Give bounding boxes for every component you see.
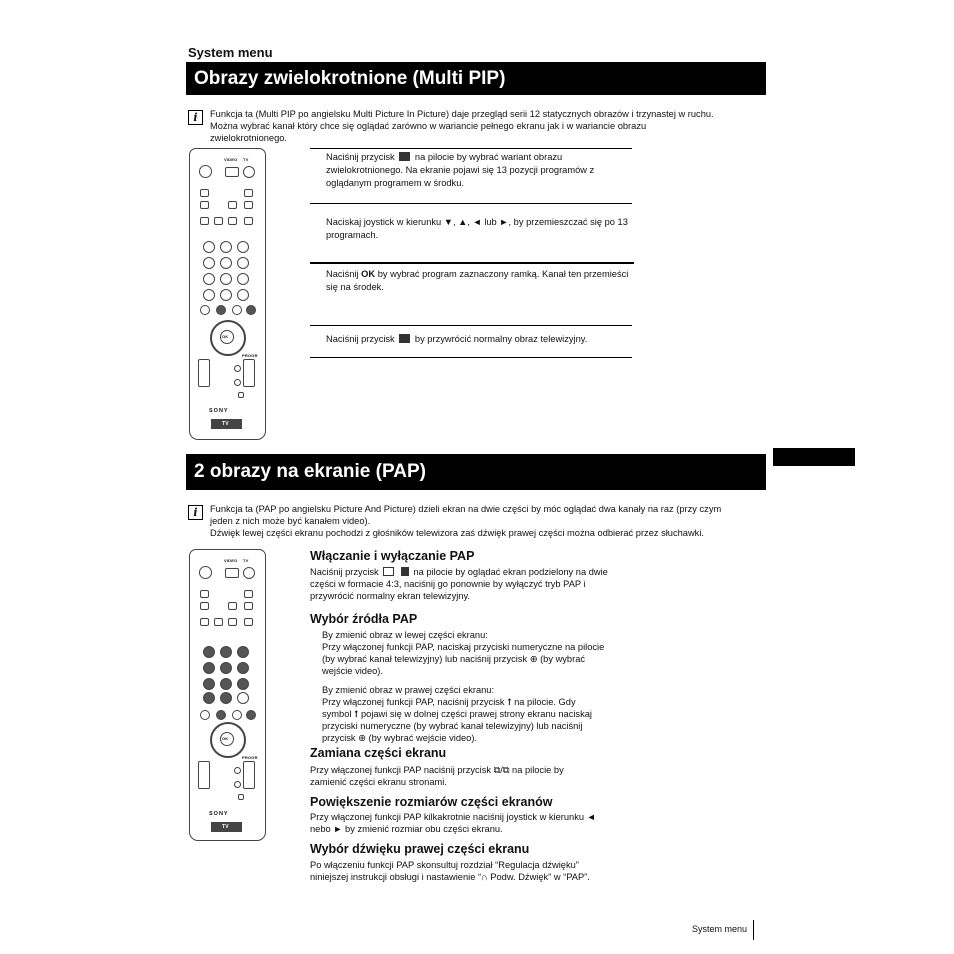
remote-button (246, 305, 256, 315)
remote-button (244, 618, 253, 626)
body-line: symbol ⭡ pojawi się w dolnej części prawej strony ekranu naciskaj (322, 709, 592, 719)
remote-button (244, 602, 253, 610)
multi-pip-button-icon (399, 334, 410, 343)
step-text: by wybrać program zaznaczony ramką. Kanał ten przemieści się na środek. (326, 269, 629, 292)
step-text: na pilocie by wybrać wariant obrazu zwielokrotnionego. Na ekranie pojawi się 13 pozycji programów z oglądanym programem w środku. (326, 152, 595, 188)
remote-number-button (220, 692, 232, 704)
step-text: Naciśnij przycisk (326, 152, 395, 162)
step-1 (326, 151, 636, 190)
remote-number-button (220, 273, 232, 285)
pap-resize-heading: Powiększenie rozmiarów części ekranów (310, 795, 553, 809)
remote-number-button (237, 289, 249, 301)
pap-source-heading: Wybór źródła PAP (310, 612, 418, 626)
remote-brand: SONY (209, 811, 229, 817)
remote-button (232, 305, 242, 315)
body-line: przyciski numeryczne (by wybrać kanał telewizyjny) lub naciśnij (322, 721, 583, 731)
step-text: Naciśnij (326, 269, 359, 279)
step-text: Naciśnij przycisk (326, 334, 395, 344)
body-line: Przy włączonej funkcji PAP, naciśnij przycisk ⭡ na pilocie. Gdy (322, 697, 576, 707)
pap-onoff-heading: Włączanie i wyłączanie PAP (310, 549, 475, 563)
remote-number-button (237, 273, 249, 285)
remote-button (200, 618, 209, 626)
divider (310, 357, 632, 358)
page-footer-label: System menu (691, 924, 747, 934)
remote-button (200, 305, 210, 315)
intro-line: Funkcja ta (Multi PIP po angielsku Multi Picture In Picture) daje przegląd serii 12 statycznych obrazów i trzynastej w ruchu. (210, 109, 714, 119)
body-line: przycisk ⊕ (by wybrać wejście video). (322, 733, 478, 743)
remote-number-button (237, 692, 249, 704)
remote-number-button (203, 241, 215, 253)
remote-number-button (203, 678, 215, 690)
body-line: części w formacie 4:3, naciśnij go ponownie by wyłączyć tryb PAP i (310, 579, 586, 589)
body-line: Przy włączonej funkcji PAP kilkakrotnie naciśnij joystick w kierunku ◄ (310, 812, 596, 822)
remote-number-button (237, 662, 249, 674)
pap-swap-heading: Zamiana części ekranu (310, 746, 447, 760)
remote-video-label: VIDEO (224, 157, 238, 162)
pap-button-icon (401, 567, 409, 576)
remote-prog-label: PROGR (242, 353, 258, 358)
remote-button (244, 189, 253, 197)
body-text: Naciśnij przycisk (310, 567, 379, 577)
step-text: by przywrócić normalny obraz telewizyjny. (414, 334, 588, 344)
remote-button (244, 590, 253, 598)
remote-button (200, 590, 209, 598)
remote-power-button (243, 567, 255, 579)
body-line: przywrócić normalny ekran telewizyjny. (310, 591, 470, 601)
body-line: wejście video). (322, 666, 383, 676)
remote-number-button (203, 289, 215, 301)
pap-button-icon (383, 567, 394, 576)
remote-button (234, 379, 241, 386)
remote-button (234, 767, 241, 774)
remote-program-button (243, 359, 255, 387)
multi-pip-button-icon (399, 152, 410, 161)
remote-control-illustration (189, 549, 266, 841)
remote-button (234, 365, 241, 372)
divider (310, 203, 632, 204)
remote-mute-button (199, 165, 212, 178)
step-4 (326, 333, 636, 346)
remote-button (246, 710, 256, 720)
divider (310, 325, 632, 326)
remote-button (200, 710, 210, 720)
remote-number-button (220, 257, 232, 269)
body-line (310, 566, 650, 578)
step-3 (326, 268, 636, 294)
section-kicker: System menu (188, 45, 273, 60)
remote-volume-button (198, 359, 210, 387)
remote-button (228, 201, 237, 209)
multi-pip-intro (210, 108, 770, 144)
body-line: By zmienić obraz w prawej części ekranu: (322, 685, 495, 695)
info-icon: i (188, 505, 203, 520)
body-line: By zmienić obraz w lewej części ekranu: (322, 630, 488, 640)
remote-button (200, 602, 209, 610)
body-text: na pilocie by oglądać ekran podzielony na dwie (413, 567, 608, 577)
remote-button (228, 217, 237, 225)
chapter-tab-marker (773, 448, 855, 466)
remote-button (216, 710, 226, 720)
remote-volume-button (198, 761, 210, 789)
pap-resize-text (310, 811, 650, 835)
remote-number-button (220, 289, 232, 301)
remote-button (200, 217, 209, 225)
remote-number-button (237, 241, 249, 253)
remote-button (244, 201, 253, 209)
remote-mute-button (199, 566, 212, 579)
pap-sound-text (310, 859, 650, 883)
body-line: zamienić części ekranu stronami. (310, 777, 447, 787)
remote-number-button (237, 678, 249, 690)
body-line: Po włączeniu funkcji PAP skonsultuj rozdział “Regulacja dźwięku” (310, 860, 579, 870)
remote-ok-label: OK (222, 736, 229, 741)
remote-power-button (243, 166, 255, 178)
intro-line: jeden z nich może być kanałem video). (210, 516, 371, 526)
pap-sound-heading: Wybór dźwięku prawej części ekranu (310, 842, 530, 856)
remote-control-illustration (189, 148, 266, 440)
remote-button (244, 217, 253, 225)
remote-button (214, 217, 223, 225)
remote-video-button (225, 568, 239, 578)
remote-number-button (203, 646, 215, 658)
body-line: (by wybrać kanał telewizyjny) lub naciśnij przycisk ⊕ (by wybrać (322, 654, 586, 664)
remote-button (214, 618, 223, 626)
remote-video-label: VIDEO (224, 558, 238, 563)
remote-program-button (243, 761, 255, 789)
pap-swap-text (310, 764, 650, 788)
intro-line: Można wybrać kanał który chce się oglądać zarówno w wariancie pełnego ekranu jak i w wariancie obrazu (210, 121, 647, 131)
remote-model-label: TV (222, 824, 229, 830)
remote-number-button (203, 692, 215, 704)
footer-divider (753, 920, 754, 940)
remote-button (216, 305, 226, 315)
remote-prog-label: PROGR (242, 755, 258, 760)
remote-number-button (220, 646, 232, 658)
remote-brand: SONY (209, 408, 229, 414)
remote-button (200, 189, 209, 197)
step-2: Naciskaj joystick w kierunku ▼, ▲, ◄ lub ►, by przemieszczać się po 13 programach. (326, 217, 628, 240)
divider (310, 148, 632, 149)
remote-number-button (203, 273, 215, 285)
remote-ok-label: OK (222, 334, 229, 339)
pap-source-text (322, 629, 652, 744)
body-line: nebo ► by zmienić rozmiar obu części ekranu. (310, 824, 503, 834)
remote-button (228, 618, 237, 626)
intro-line: Dźwięk lewej części ekranu pochodzi z głośników telewizora zaś dźwięk prawej części można odbierać przez słuchawki. (210, 528, 704, 538)
remote-button (228, 602, 237, 610)
remote-video-button (225, 167, 239, 177)
body-line: niniejszej instrukcji obsługi i nastawienie “∩ Podw. Dźwięk” w “PAP”. (310, 872, 590, 882)
remote-number-button (220, 241, 232, 253)
remote-number-button (220, 678, 232, 690)
pap-onoff-text (310, 566, 650, 602)
body-line: Przy włączonej funkcji PAP naciśnij przycisk ⧉/⧉ na pilocie by (310, 765, 564, 775)
intro-line: Funkcja ta (PAP po angielsku Picture And Picture) dzieli ekran na dwie części by móc oglądać dwa kanały na raz (przy czym (210, 504, 722, 514)
divider (310, 262, 634, 264)
remote-button (200, 201, 209, 209)
body-spacer (322, 677, 652, 684)
body-line: Przy włączonej funkcji PAP, naciskaj przyciski numeryczne na pilocie (322, 642, 605, 652)
ok-label: OK (361, 269, 376, 279)
intro-line: zwielokrotnionego. (210, 133, 288, 143)
info-icon: i (188, 110, 203, 125)
remote-button (238, 392, 244, 398)
remote-number-button (237, 646, 249, 658)
remote-button (238, 794, 244, 800)
pap-title: 2 obrazy na ekranie (PAP) (186, 454, 766, 490)
remote-tv-label: TV (243, 157, 249, 162)
remote-button (232, 710, 242, 720)
multi-pip-title: Obrazy zwielokrotnione (Multi PIP) (186, 62, 766, 95)
remote-tv-label: TV (243, 558, 249, 563)
remote-number-button (203, 257, 215, 269)
remote-model-label: TV (222, 421, 229, 427)
pap-intro (210, 503, 770, 539)
remote-button (234, 781, 241, 788)
remote-number-button (220, 662, 232, 674)
remote-number-button (203, 662, 215, 674)
remote-number-button (237, 257, 249, 269)
